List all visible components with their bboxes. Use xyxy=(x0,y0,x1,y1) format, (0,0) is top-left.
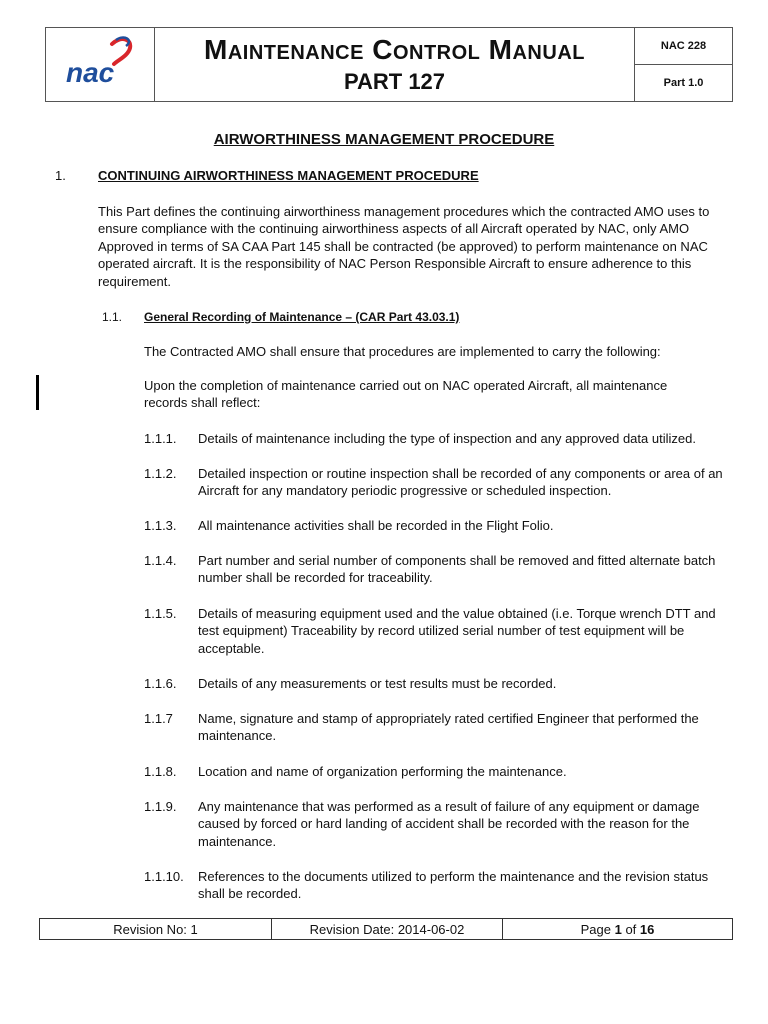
item-text: Location and name of organization performing the maintenance. xyxy=(198,764,567,779)
item-text: Name, signature and stamp of appropriately rated certified Engineer that performed the maintenance. xyxy=(198,711,699,744)
item-number: 1.1.6. xyxy=(144,676,177,691)
revision-number: Revision No: 1 xyxy=(40,919,272,940)
subsection-heading: General Recording of Maintenance – (CAR Part 43.03.1) xyxy=(144,310,460,324)
subsection-para-1: The Contracted AMO shall ensure that procedures are implemented to carry the following: xyxy=(144,344,661,359)
item-number: 1.1.3. xyxy=(144,518,177,533)
page-of: of xyxy=(625,921,637,937)
section-heading: CONTINUING AIRWORTHINESS MANAGEMENT PROCEDURE xyxy=(98,168,479,183)
item-number: 1.1.10. xyxy=(144,869,184,884)
title-cell xyxy=(155,28,635,102)
logo-cell xyxy=(46,28,155,102)
item-text: Part number and serial number of components shall be removed and fitted alternate batch number shall be recorded for traceability. xyxy=(198,553,716,586)
item-number: 1.1.4. xyxy=(144,553,177,568)
item-text: Details of measuring equipment used and the value obtained (i.e. Torque wrench DTT and test equipment) Traceability by record utilized serial number of test equipment will be acceptable. xyxy=(198,606,716,656)
page-indicator xyxy=(503,919,733,940)
revision-change-bar xyxy=(36,375,39,410)
item-number: 1.1.5. xyxy=(144,606,177,621)
page-current: 1 xyxy=(614,921,622,937)
document-header xyxy=(45,27,733,102)
section-intro: This Part defines the continuing airworthiness management procedures which the contracted AMO uses to ensure compliance with the continuing airworthiness aspects of all Aircraft operated by NAC, only AMO Approved in terms of SA CAA Part 145 shall be contracted (be approved) to perform maintenance on NAC operated aircraft. It is the responsibility of NAC Person Responsible Aircraft to ensure adherence to this requirement. xyxy=(98,204,710,289)
item-text: Details of maintenance including the type of inspection and any approved data utilized. xyxy=(198,431,696,446)
item-number: 1.1.2. xyxy=(144,466,177,481)
item-number: 1.1.1. xyxy=(144,431,177,446)
revision-date: Revision Date: 2014-06-02 xyxy=(272,919,503,940)
item-number: 1.1.7 xyxy=(144,711,173,726)
page-total: 16 xyxy=(639,921,655,937)
page-label: Page xyxy=(580,921,611,937)
nac-logo xyxy=(60,34,140,90)
manual-part: PART 127 xyxy=(343,68,446,94)
item-text: Detailed inspection or routine inspection shall be recorded of any components or area of an Aircraft for any mandatory periodic progressive or scheduled inspection. xyxy=(198,466,723,499)
part-number: Part 1.0 xyxy=(635,65,733,102)
item-text: References to the documents utilized to perform the maintenance and the revision status shall be recorded. xyxy=(198,869,709,902)
manual-title: Maintenance Control Manual xyxy=(204,33,585,65)
subsection-para-2: Upon the completion of maintenance carried out on NAC operated Aircraft, all maintenance records shall reflect: xyxy=(144,378,668,411)
document-footer xyxy=(39,918,733,940)
document-title: AIRWORTHINESS MANAGEMENT PROCEDURE xyxy=(213,131,555,148)
subsection-number: 1.1. xyxy=(102,310,123,324)
section-number: 1. xyxy=(55,168,66,183)
item-text: Details of any measurements or test results must be recorded. xyxy=(198,676,557,691)
item-text: Any maintenance that was performed as a result of failure of any equipment or damage caused by forced or hard landing of accident shall be recorded with the reason for the maintenance. xyxy=(198,799,700,849)
item-number: 1.1.8. xyxy=(144,764,177,779)
doc-code: NAC 228 xyxy=(635,28,733,65)
logo-text: nac xyxy=(66,57,115,88)
item-text: All maintenance activities shall be recorded in the Flight Folio. xyxy=(198,518,554,533)
item-number: 1.1.9. xyxy=(144,799,177,814)
